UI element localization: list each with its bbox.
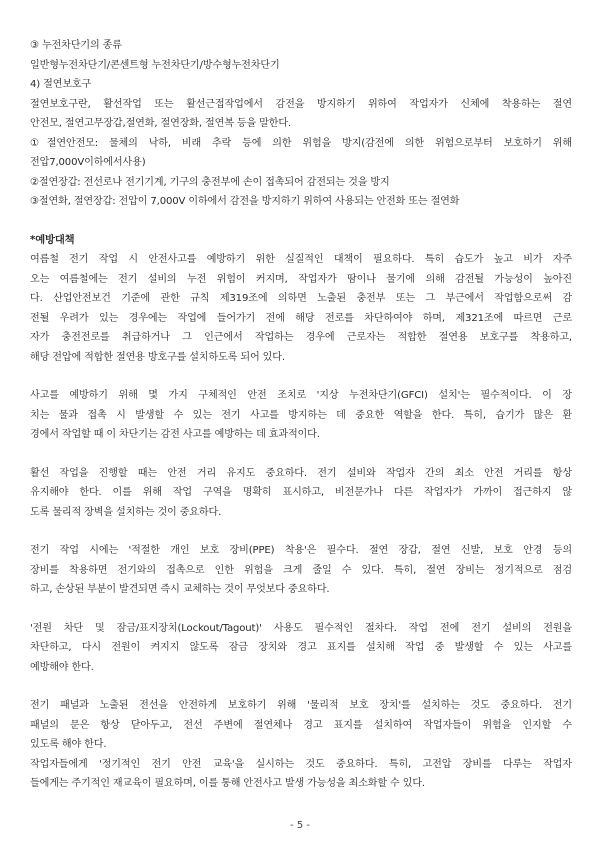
text-line: 전압7,000V이하에서사용) bbox=[30, 157, 146, 168]
text-line: 장비를 착용하면 전기와의 접촉으로 인한 위험을 크게 줄일 수 있다. 특히, 절연 장비는 정기적으로 점검 bbox=[30, 564, 572, 576]
text-line: 오는 여름철에는 전기 설비의 누전 위험이 커지며, 작업자가 땀이나 물기에 의해 감전될 가능성이 높아진 bbox=[30, 273, 572, 285]
text-line: 사고를 예방하기 위해 몇 가지 구체적인 안전 조치로 '지상 누전차단기(GFCI) 설치'는 필수적이다. 이 장 bbox=[30, 390, 572, 401]
text-line: 전기 패널과 노출된 전선을 안전하게 보호하기 위해 '물리적 보호 장치'를 설치하는 것도 중요하다. 전기 bbox=[30, 700, 572, 711]
text-line: 치는 물과 접촉 시 발생할 수 있는 전기 사고를 방지하는 데 중요한 역할을 한다. 특히, 습기가 많은 환 bbox=[30, 409, 572, 421]
text-line: 예방해야 한다. bbox=[30, 661, 94, 673]
text-line: 경에서 작업할 때 이 차단기는 감전 사고를 예방하는 데 효과적이다. bbox=[30, 429, 320, 440]
text-line: 4) 절연보호구 bbox=[30, 79, 92, 90]
text-line: 작업자들에게 '정기적인 전기 안전 교육'을 실시하는 것도 중요하다. 특히, 고전압 장비를 다루는 작업자 bbox=[30, 758, 572, 770]
text-line: 다. 산업안전보건 기준에 관한 규칙 제319조에 의하면 노출된 충전부 또는 그 부근에서 작업함으로써 감 bbox=[30, 293, 572, 304]
text-line: 안전모, 절연고무장갑,절연화, 절연장화, 절연복 등을 말한다. bbox=[30, 118, 291, 129]
text-line: ①절연안전모: 물체의 낙하, 비래 추락 등에 의한 위험을 방지(감전에 의한 위험으로부터 보호하기 위해 bbox=[30, 137, 572, 149]
paragraph-2 bbox=[30, 386, 572, 445]
text-line: 전될 우려가 있는 경우에는 작업에 들어가기 전에 해당 전로를 차단하여야 하며, 제321조에 따르면 근로 bbox=[30, 312, 572, 324]
spacer bbox=[30, 445, 572, 464]
text-line: 들에게는 주기적인 재교육이 필요하며, 이를 통해 안전사고 발생 가능성을 최소화할 수 있다. bbox=[30, 778, 425, 789]
spacer bbox=[30, 600, 572, 619]
text-line: 유지해야 한다. 이를 위해 작업 구역을 명확히 표시하고, 비전문가나 다른 작업자가 가까이 접근하지 않 bbox=[30, 487, 572, 498]
text-line: 자가 충전전로를 취급하거나 그 인근에서 작업하는 경우에 근로자는 적합한 절연용 보호구를 착용하고, bbox=[30, 332, 572, 343]
text-line: 전기 작업 시에는 '적절한 개인 보호 장비(PPE) 착용'은 필수다. 절연 장갑, 절연 신발, 보호 안경 등의 bbox=[30, 545, 572, 556]
page-content bbox=[30, 36, 572, 794]
text-line: 일반형누전차단기/콘센트형 누전차단기/방수형누전차단기 bbox=[30, 59, 280, 71]
text-line: 해당 전압에 적합한 절연용 방호구를 설치하도록 되어 있다. bbox=[30, 351, 285, 363]
text-line: 패널의 문은 항상 닫아두고, 전선 주변에 절연체나 경고 표지를 설치하여 작업자들이 위험을 인지할 수 bbox=[30, 719, 572, 731]
text-line: 여름철 전기 작업 시 안전사고를 예방하기 위한 실질적인 대책이 필요하다. 특히 습도가 높고 비가 자주 bbox=[30, 254, 572, 265]
text-line: ②절연장갑: 전선로나 전기기계, 기구의 충전부에 손이 접촉되어 감전되는 것을 방지 bbox=[30, 176, 390, 188]
page-number: - 5 - bbox=[290, 820, 310, 831]
spacer bbox=[30, 212, 572, 231]
text-line: 있도록 해야 한다. bbox=[30, 739, 107, 750]
paragraph-1 bbox=[30, 250, 572, 367]
text-line: ③절연화, 절연장갑: 전압이 7,000V 이하에서 감전을 방지하기 위하여 사용되는 안전화 또는 절연화 bbox=[30, 196, 460, 207]
text-line: ③ 누전차단기의 종류 bbox=[30, 40, 122, 51]
spacer bbox=[30, 367, 572, 386]
text-line: '전원 차단 및 잠금/표지장치(Lockout/Tagout)' 사용도 필수적인 절차다. 작업 전에 전기 설비의 전원을 bbox=[30, 622, 572, 634]
text-line: 차단하고, 다시 전원이 켜지지 않도록 잠금 장치와 경고 표지를 설치해 작업 중 발생할 수 있는 사고를 bbox=[30, 642, 572, 653]
text-line: 활선 작업을 진행할 때는 안전 거리 유지도 중요하다. 전기 설비와 작업자 간의 최소 안전 거리를 항상 bbox=[30, 467, 572, 479]
text-line: 절연보호구란, 활선작업 또는 활선근접작업에서 감전을 방지하기 위하여 작업자가 신체에 착용하는 절연 bbox=[30, 98, 572, 110]
paragraph-3 bbox=[30, 464, 572, 523]
text-line: 도록 물리적 장벽을 설치하는 것이 중요하다. bbox=[30, 506, 222, 518]
paragraph-4 bbox=[30, 541, 572, 600]
paragraph-6 bbox=[30, 696, 572, 794]
spacer bbox=[30, 677, 572, 696]
text-line: 하고, 손상된 부분이 발견되면 즉시 교체하는 것이 무엇보다 중요하다. bbox=[30, 584, 330, 595]
spacer bbox=[30, 522, 572, 541]
section-heading: *예방대책 bbox=[30, 233, 75, 246]
paragraph-5 bbox=[30, 619, 572, 678]
